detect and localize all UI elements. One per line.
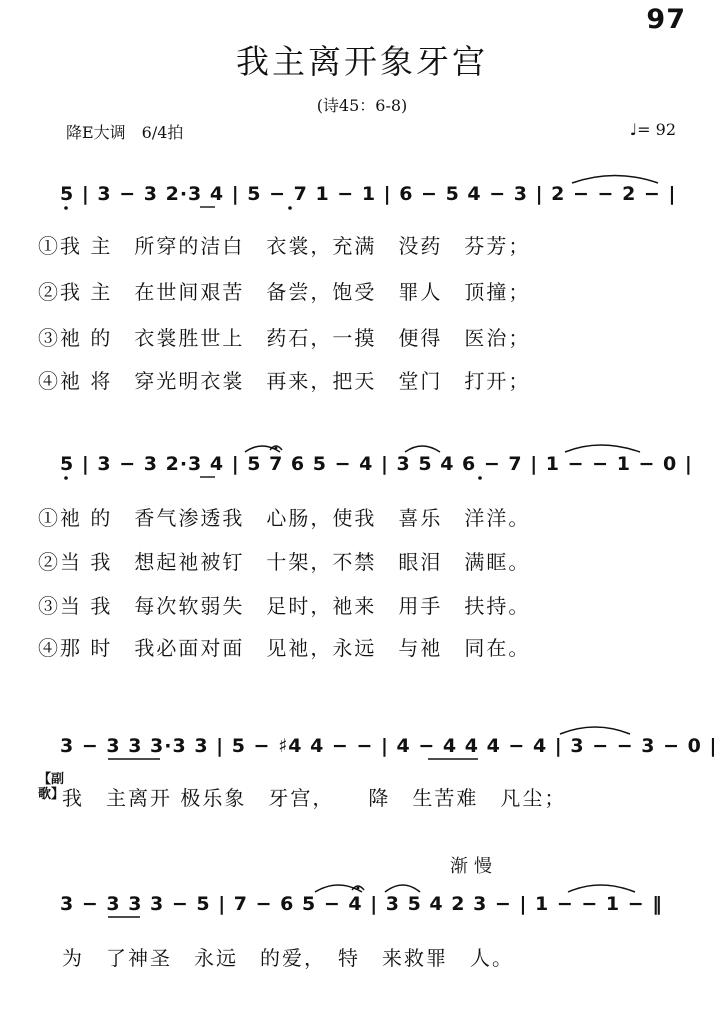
fermatas bbox=[270, 446, 364, 890]
key-signature: 降E大调 6/4拍 bbox=[66, 123, 184, 142]
verse-4-line-b: ④那 时 我必面对面 见祂，永远 与祂 同在。 bbox=[38, 636, 531, 660]
chorus-tag: 【副歌】 bbox=[38, 772, 65, 802]
chorus-lyric-2: 为 了神圣 永远 的爱， 特 来救罪 人。 bbox=[62, 946, 514, 970]
ritardando-mark: 渐慢 bbox=[450, 856, 498, 877]
verse-3-line-a: ③祂 的 衣裳胜世上 药石，一摸 便得 医治； bbox=[38, 326, 531, 350]
notation-line-1: 5 | 3 − 3 2·3 4 | 5 − 7 1 − 1 | 6 − 5 4 − 3 | 2 − − 2 − | bbox=[60, 183, 677, 205]
octave-dots bbox=[64, 206, 482, 480]
fermata-dots bbox=[275, 447, 360, 890]
notation-line-4: 3 − 3 3 3 − 5 | 7 − 6 5 − 4 | 3 5 4 2 3 − | 1 − − 1 − ‖ bbox=[60, 893, 663, 915]
chorus-lyric-1: 我 主离开 极乐象 牙宫， 降 生苦难 凡尘； bbox=[62, 786, 567, 810]
verse-4-line-a: ④祂 将 穿光明衣裳 再来，把天 堂门 打开； bbox=[38, 369, 531, 393]
hymn-title: 我主离开象牙宫 bbox=[236, 42, 488, 81]
beam-underlines bbox=[108, 207, 478, 917]
verse-1-line-a: ①我 主 所穿的洁白 衣裳，充满 没药 芬芳； bbox=[38, 234, 531, 258]
page-number: 97 bbox=[646, 4, 686, 35]
notation-line-3: 3 − 3 3 3·3 3 | 5 − ♯4 4 − − | 4 − 4 4 4 − 4 | 3 − − 3 − 0 | bbox=[60, 735, 718, 757]
verse-3-line-b: ③当 我 每次软弱失 足时，祂来 用手 扶持。 bbox=[38, 594, 531, 618]
verse-1-line-b: ①祂 的 香气渗透我 心肠，使我 喜乐 洋洋。 bbox=[38, 506, 531, 530]
notation-line-2: 5 | 3 − 3 2·3 4 | 5 7 6 5 − 4 | 3 5 4 6 − 7 | 1 − − 1 − 0 | bbox=[60, 453, 693, 475]
scripture-reference: (诗45：6-8) bbox=[316, 96, 408, 115]
tie-arcs bbox=[245, 176, 658, 893]
verse-2-line-a: ②我 主 在世间艰苦 备尝，饱受 罪人 顶撞； bbox=[38, 280, 531, 304]
verse-2-line-b: ②当 我 想起祂被钉 十架，不禁 眼泪 满眶。 bbox=[38, 550, 531, 574]
tempo-marking: ♩= 92 bbox=[629, 120, 676, 139]
